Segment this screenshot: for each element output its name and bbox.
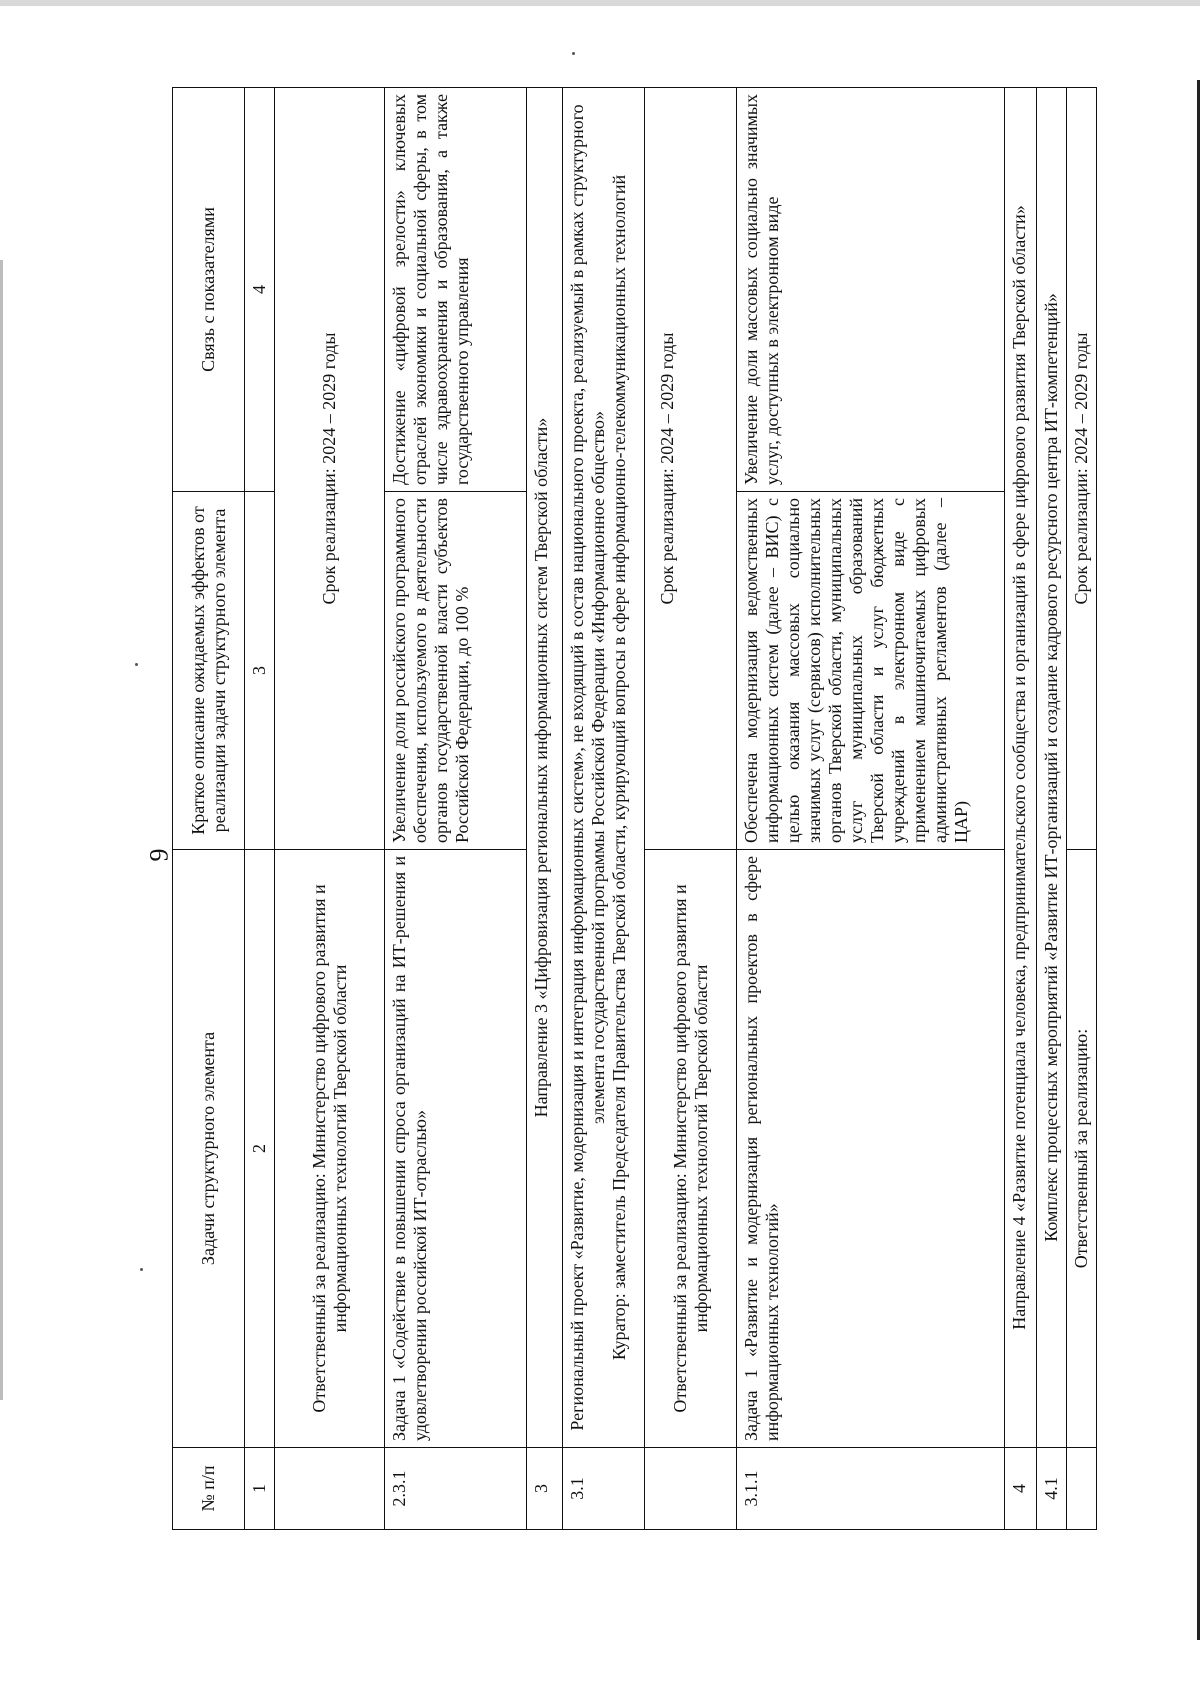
- scan-left-edge: [0, 260, 3, 1400]
- scan-speck: [140, 1268, 143, 1271]
- rotated-table-wrapper: [172, 88, 1092, 1530]
- header-tasks: Задачи структурного элемента: [173, 850, 245, 1448]
- direction-title: Направление 4 «Развитие потенциала человека, предпринимательского сообщества и организаций в сфере цифрового развития Тверской области»: [1005, 88, 1037, 1448]
- row-num: 2.3.1: [385, 1448, 527, 1530]
- header-effects: Краткое описание ожидаемых эффектов от реализации задачи структурного элемента: [173, 492, 245, 850]
- header-row: [173, 88, 245, 1530]
- task-cell: Задача 1 «Развитие и модернизация региональных проектов в сфере информационных технологий»: [737, 850, 1005, 1448]
- table-row: [563, 88, 645, 1530]
- page-number: 9: [144, 848, 174, 862]
- row-num-empty: [645, 1448, 737, 1530]
- term-cell: Срок реализации: 2024 – 2029 годы: [645, 88, 737, 850]
- table-row: [1037, 88, 1067, 1530]
- row-num: 4: [1005, 1448, 1037, 1530]
- effect-cell: Обеспечена модернизация ведомственных информационных систем (далее – ВИС) с целью оказания массовых социально значимых услуг (сервисов) исполнительных органов Тверской области, муниципальных услуг муниципальных образований Тверской области и услуг бюджетных учреждений в электронном виде с применением машиночитаемых цифровых административных регламентов (далее – ЦАР): [737, 492, 1005, 850]
- row-num: 4.1: [1037, 1448, 1067, 1530]
- responsible-cell: Ответственный за реализацию:: [1067, 850, 1097, 1448]
- project-title: Региональный проект «Развитие, модернизация и интеграция информационных систем», не входящий в состав национального проекта, реализуемый в рамках структурного элемента государственной программы Российской Федерации «Информационное общество»: [567, 104, 608, 1431]
- project-curator: Куратор: заместитель Председателя Правительства Тверской области, курирующий вопросы в сфере информационно-телекоммуникационных технологий: [609, 174, 629, 1361]
- row-num: 3.1.1: [737, 1448, 1005, 1530]
- indicator-cell: Достижение «цифровой зрелости» ключевых отраслей экономики и социальной сферы, в том числе здравоохранения и образования, а также государственного управления: [385, 88, 527, 492]
- column-number-row: [245, 88, 275, 1530]
- row-num: 3.1: [563, 1448, 645, 1530]
- column-number: 2: [245, 850, 275, 1448]
- scan-speck: [572, 52, 575, 55]
- row-num-empty: [1067, 1448, 1097, 1530]
- column-number: 3: [245, 492, 275, 850]
- term-cell: Срок реализации: 2024 – 2029 годы: [275, 88, 385, 850]
- column-number: 1: [245, 1448, 275, 1530]
- task-cell: Задача 1 «Содействие в повышении спроса организаций на ИТ-решения и удовлетворении российской ИТ-отраслью»: [385, 850, 527, 1448]
- term-cell: Срок реализации: 2024 – 2029 годы: [1067, 88, 1097, 850]
- header-indicators: Связь с показателями: [173, 88, 245, 492]
- scan-top-edge: [0, 0, 1200, 6]
- scan-speck: [135, 663, 138, 666]
- indicator-cell: Увеличение доли массовых социально значимых услуг, доступных в электронном виде: [737, 88, 1005, 492]
- table-row: [275, 88, 385, 1530]
- table-row: [645, 88, 737, 1530]
- row-num: 3: [527, 1448, 563, 1530]
- table-row: [1005, 88, 1037, 1530]
- table-row: [737, 88, 1005, 1530]
- direction-title: Направление 3 «Цифровизация региональных информационных систем Тверской области»: [527, 88, 563, 1448]
- table-row: [527, 88, 563, 1530]
- complex-title: Комплекс процессных мероприятий «Развитие ИТ-организаций и создание кадрового ресурсного центра ИТ-компетенций»: [1037, 88, 1067, 1448]
- effect-cell: Увеличение доли российского программного обеспечения, используемого в деятельности органов государственной власти субъектов Российской Федерации, до 100 %: [385, 492, 527, 850]
- structural-element-table: [172, 87, 1097, 1530]
- responsible-cell: Ответственный за реализацию: Министерство цифрового развития и информационных технологий Тверской области: [645, 850, 737, 1448]
- table-row: [385, 88, 527, 1530]
- row-num-empty: [275, 1448, 385, 1530]
- header-num: № п/п: [173, 1448, 245, 1530]
- table-row: [1067, 88, 1097, 1530]
- column-number: 4: [245, 88, 275, 492]
- responsible-cell: Ответственный за реализацию: Министерство цифрового развития и информационных технологий Тверской области: [275, 850, 385, 1448]
- project-cell: [563, 88, 645, 1448]
